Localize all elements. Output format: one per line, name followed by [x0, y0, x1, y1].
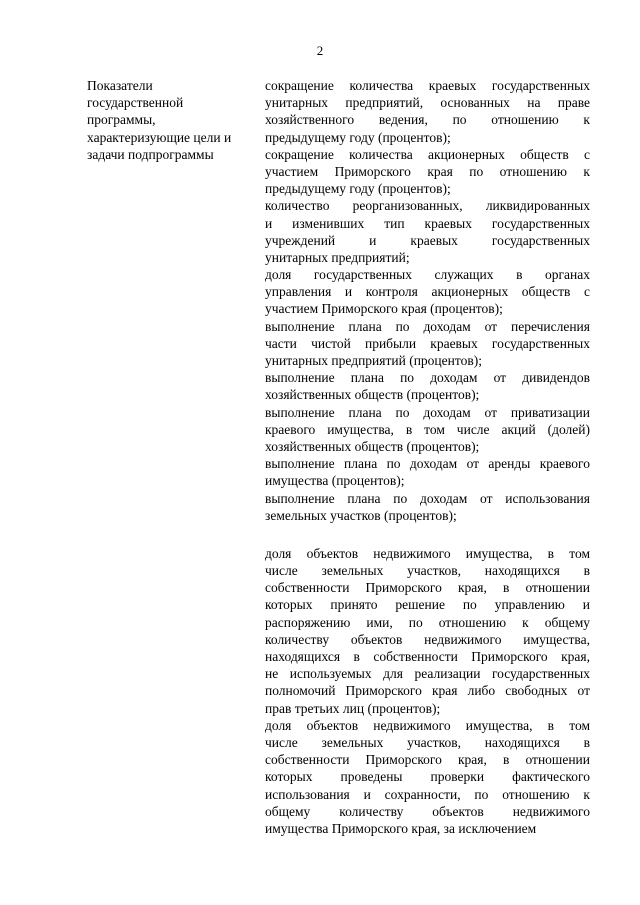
indicator-line: предыдущему году (процентов); [265, 129, 451, 145]
indicator-line: общему количеству объектов недвижимого [265, 803, 590, 819]
indicator-line: выполнение плана по доходам от аренды краевого [265, 456, 590, 472]
indicator-line: числе земельных участков, находящихся в [265, 734, 590, 750]
indicator-item [265, 318, 590, 370]
indicators-label-line: Показатели [87, 78, 153, 93]
indicators-group-1 [265, 77, 590, 524]
indicator-line: участием Приморского края по отношению к [265, 163, 590, 179]
indicators-label-line: программы, [87, 112, 156, 128]
indicator-item [265, 455, 590, 489]
indicator-line: не используемых для реализации государственных [265, 666, 590, 682]
indicator-item [265, 146, 590, 198]
indicator-line: предыдущему году (процентов); [265, 181, 451, 197]
indicator-line: находящихся в собственности Приморского края, [265, 649, 590, 664]
indicator-line: управления и контроля акционерных обществ с [265, 284, 590, 300]
indicator-line: которых проведены проверки фактического [265, 769, 590, 785]
indicator-line: краевого имущества, в том числе акций (долей) [265, 421, 590, 437]
indicator-line: выполнение плана по доходам от приватизации [265, 404, 590, 420]
indicator-line: собственности Приморского края, в отношении [265, 580, 590, 596]
indicator-line: количеству объектов недвижимого имущества, [265, 631, 590, 647]
indicator-item [265, 717, 590, 837]
indicator-item [265, 404, 590, 456]
indicator-item [265, 197, 590, 266]
indicator-line: выполнение плана по доходам от дивидендов [265, 370, 590, 386]
indicator-line: прав третьих лиц (процентов); [265, 700, 441, 716]
indicator-line: имущества Приморского края, за исключением [265, 820, 537, 836]
indicator-line: полномочий Приморского края либо свободных от [265, 683, 590, 699]
indicator-line: земельных участков (процентов); [265, 507, 457, 523]
indicator-line: унитарных предприятий (процентов); [265, 353, 482, 368]
indicator-item [265, 369, 590, 403]
indicator-item [265, 266, 590, 318]
indicators-label [87, 77, 257, 163]
group-spacer [265, 524, 590, 545]
indicator-line: части чистой прибыли краевых государственных [265, 335, 590, 351]
indicators-group-2 [265, 545, 590, 837]
indicator-line: распоряжению ими, по отношению к общему [265, 614, 590, 630]
indicator-line: сокращение количества краевых государственных [265, 78, 590, 93]
indicator-line: имущества (процентов); [265, 473, 405, 489]
indicators-label-line: государственной [87, 95, 184, 111]
page-number: 2 [316, 43, 324, 58]
indicator-line: доля объектов недвижимого имущества, в том [265, 717, 590, 733]
indicator-line: которых принято решение по управлению и [265, 597, 590, 613]
indicator-line: унитарных предприятий; [265, 249, 410, 265]
indicator-line: учреждений и краевых государственных [265, 232, 590, 248]
indicator-item [265, 545, 590, 717]
indicator-line: участием Приморского края (процентов); [265, 301, 503, 317]
indicators-label-line: характеризующие цели и [87, 129, 232, 145]
indicators-list [265, 77, 590, 837]
indicator-line: хозяйственных обществ (процентов); [265, 438, 480, 454]
indicator-line: выполнение плана по доходам от перечисления [265, 318, 590, 334]
indicator-line: количество реорганизованных, ликвидированных [265, 198, 590, 214]
indicator-line: и изменивших тип краевых государственных [265, 215, 590, 231]
indicator-line: сокращение количества акционерных обществ с [265, 146, 590, 162]
indicator-line: использования и сохранности, по отношению к [265, 786, 590, 802]
indicator-line: унитарных предприятий, основанных на праве [265, 95, 590, 111]
indicator-item [265, 77, 590, 146]
indicator-line: доля государственных служащих в органах [265, 267, 590, 283]
indicator-line: числе земельных участков, находящихся в [265, 563, 590, 579]
indicator-line: доля объектов недвижимого имущества, в том [265, 545, 590, 561]
indicator-line: хозяйственного ведения, по отношению к [265, 112, 590, 128]
indicator-line: хозяйственных обществ (процентов); [265, 387, 480, 403]
indicator-line: собственности Приморского края, в отношении [265, 752, 590, 768]
indicators-label-line: задачи подпрограммы [87, 146, 214, 162]
indicator-line: выполнение плана по доходам от использования [265, 490, 590, 506]
indicator-item [265, 490, 590, 524]
